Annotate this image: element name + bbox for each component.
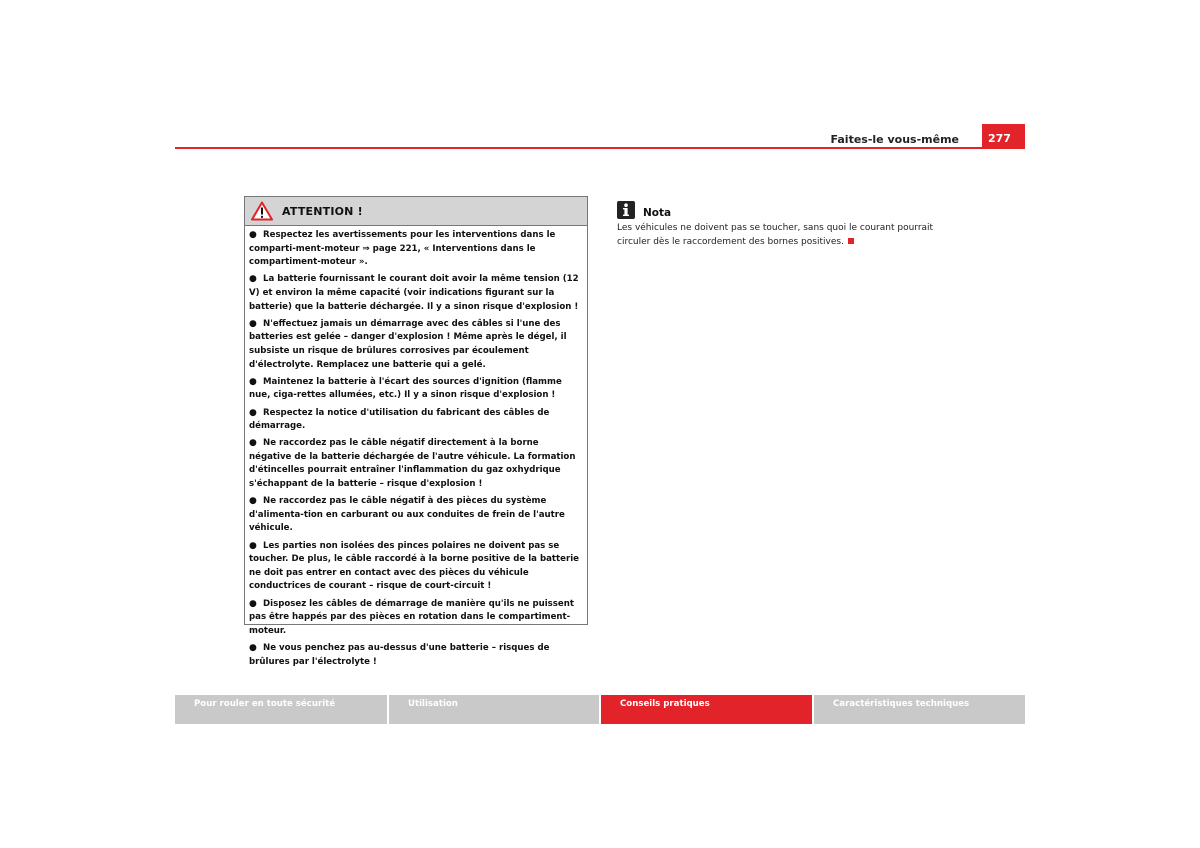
tab-utilisation[interactable]: Utilisation bbox=[389, 695, 599, 724]
warning-item-text: Ne vous penchez pas au-dessus d'une batterie – risques de brûlures par l'électrolyte ! bbox=[249, 642, 550, 667]
warning-item bbox=[249, 229, 583, 270]
tab-pour-rouler[interactable]: Pour rouler en toute sécurité bbox=[175, 695, 387, 724]
warning-item bbox=[249, 407, 583, 434]
warning-header bbox=[245, 197, 587, 226]
warning-triangle-icon bbox=[251, 201, 273, 221]
tab-caracteristiques-techniques[interactable]: Caractéristiques techniques bbox=[814, 695, 1025, 724]
warning-item-text: Maintenez la batterie à l'écart des sources d'ignition (flamme nue, ciga-rettes allumées, etc.) Il y a sinon risque d'explosion ! bbox=[249, 376, 562, 401]
bullet-icon: ● bbox=[249, 642, 257, 653]
warning-list bbox=[245, 226, 587, 669]
warning-item-text: La batterie fournissant le courant doit avoir la même tension (12 V) et environ la même capacité (voir indications figurant sur la batterie) que la batterie déchargée. Il y a sinon risque d'explosion ! bbox=[249, 274, 579, 312]
warning-item-text: Les parties non isolées des pinces polaires ne doivent pas se toucher. De plus, le câble raccordé à la borne positive de la batterie ne doit pas entrer en contact avec des pièces du véhicule conductrices de courant – risque de court-circuit ! bbox=[249, 540, 579, 592]
warning-item-text: Ne raccordez pas le câble négatif à des pièces du système d'alimenta-tion en carburant ou aux conduites de frein de l'autre véhicule. bbox=[249, 496, 565, 534]
header-rule bbox=[175, 147, 1025, 149]
bullet-icon: ● bbox=[249, 376, 257, 387]
bullet-icon: ● bbox=[249, 230, 257, 240]
bullet-icon: ● bbox=[249, 496, 257, 507]
page-number: 277 bbox=[982, 124, 1025, 148]
note-block bbox=[617, 197, 967, 250]
warning-item-text: Disposez les câbles de démarrage de manière qu'ils ne puissent pas être happés par des pièces en rotation dans le compartiment-moteur. bbox=[249, 598, 574, 636]
bullet-icon: ● bbox=[249, 540, 257, 551]
bullet-icon: ● bbox=[249, 407, 257, 418]
warning-item bbox=[249, 495, 583, 536]
warning-item-text: N'effectuez jamais un démarrage avec des câbles si l'une des batteries est gelée – danger d'explosion ! Même après le dégel, il subsiste un risque de brûlures corrosives par écoulement d'électrolyte. Remplacez une batterie qui a gelé. bbox=[249, 318, 567, 370]
warning-item-text: Respectez les avertissements pour les interventions dans le comparti-ment-moteur ⇒ page 221, « Interventions dans le compartiment-moteur ». bbox=[249, 230, 556, 268]
bullet-icon: ● bbox=[249, 438, 257, 449]
tab-conseils-pratiques[interactable]: Conseils pratiques bbox=[601, 695, 812, 724]
page-header-title: Faites-le vous-même bbox=[830, 133, 959, 146]
note-header bbox=[617, 197, 967, 219]
warning-title: ATTENTION ! bbox=[282, 204, 363, 218]
warning-item bbox=[249, 376, 583, 403]
warning-item bbox=[249, 598, 583, 639]
bullet-icon: ● bbox=[249, 598, 257, 609]
bullet-icon: ● bbox=[249, 318, 257, 329]
warning-item bbox=[249, 642, 583, 669]
chapter-navigation bbox=[175, 695, 1025, 724]
warning-box bbox=[244, 196, 588, 667]
warning-item bbox=[249, 437, 583, 491]
bullet-icon: ● bbox=[249, 274, 257, 285]
warning-item bbox=[249, 273, 583, 314]
note-text bbox=[617, 222, 967, 250]
warning-item bbox=[249, 540, 583, 594]
note-text-content: Les véhicules ne doivent pas se toucher, sans quoi le courant pourrait circuler dès le raccordement des bornes positives. bbox=[617, 223, 934, 247]
warning-item bbox=[249, 318, 583, 372]
end-of-section-icon bbox=[848, 238, 854, 244]
note-title: Nota bbox=[643, 207, 672, 219]
info-icon bbox=[617, 201, 635, 219]
warning-item-text: Ne raccordez pas le câble négatif directement à la borne négative de la batterie déchargée de l'autre véhicule. La formation d'étincelles pourrait entraîner l'inflammation du gaz oxhydrique s'échappant de la batterie – risque d'explosion ! bbox=[249, 438, 576, 490]
warning-item-text: Respectez la notice d'utilisation du fabricant des câbles de démarrage. bbox=[249, 407, 550, 432]
